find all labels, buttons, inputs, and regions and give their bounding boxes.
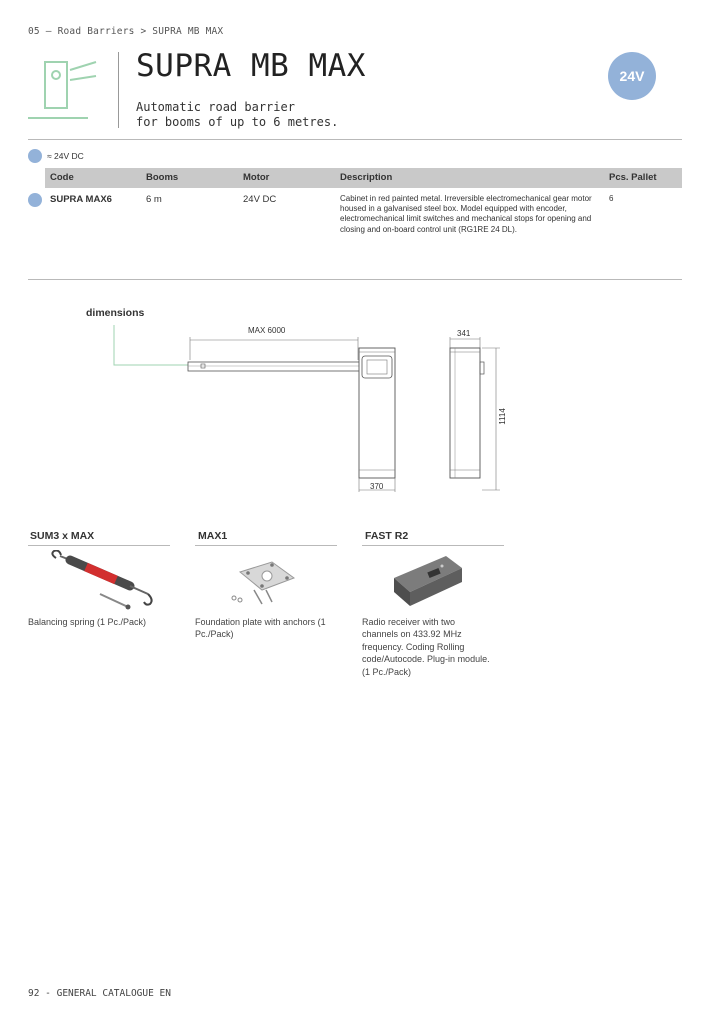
column-header-pcs-pallet: Pcs. Pallet [609,172,657,183]
header-divider [118,52,119,128]
depth-label: 341 [457,329,471,338]
dimensions-drawing [110,320,510,500]
table-header [45,168,682,188]
accessory-title-fast-r2: FAST R2 [365,530,409,542]
row-dot-icon [28,193,42,207]
accessory-title-max1: MAX1 [198,530,228,542]
boom-length-label: MAX 6000 [248,326,286,335]
height-label: 1114 [497,408,507,425]
radio-receiver-image [376,550,506,612]
cell-motor: 24V DC [243,194,277,205]
balancing-spring-image [40,550,170,612]
cell-booms: 6 m [146,194,162,205]
accessory-description-sum3: Balancing spring (1 Pc./Pack) [28,617,147,627]
cell-code: SUPRA MAX6 [50,194,112,205]
accessory-title-sum3: SUM3 x MAX [30,530,95,542]
accessory-description-max1: Foundation plate with anchors (1 Pc./Pack) [195,617,326,640]
cell-pcs-pallet: 6 [609,194,614,203]
voltage-badge: 24V [608,52,656,100]
column-header-description: Description [340,172,393,183]
subtitle-line-2: for booms of up to 6 metres. [136,115,339,129]
width-label: 370 [370,482,384,491]
legend-dot-icon [28,149,42,163]
section-divider [28,279,682,280]
dimensions-heading: dimensions [86,307,145,319]
legend-label: ≈ 24V DC [47,151,84,161]
column-header-motor: Motor [243,172,270,183]
page-footer: 92 - GENERAL CATALOGUE EN [28,988,171,999]
accessory-divider [362,545,504,546]
accessory-divider [28,545,170,546]
foundation-plate-image [210,550,340,612]
section-divider [28,139,682,140]
road-barrier-icon [28,56,100,122]
column-header-code: Code [50,172,74,183]
column-header-booms: Booms [146,172,179,183]
page-title: SUPRA MB MAX [136,48,366,84]
subtitle-line-1: Automatic road barrier [136,100,295,114]
accessory-description-fast-r2: Radio receiver with two channels on 433.92 MHz frequency. Coding Rolling code/Autocode. Plug-in module. (1 Pc./Pack) [362,617,490,677]
breadcrumb: 05 — Road Barriers > SUPRA MB MAX [28,26,224,37]
accessory-divider [195,545,337,546]
cell-description: Cabinet in red painted metal. Irreversible electromechanical gear motor housed in a galvanised steel box. Model equipped with encoder, electromechanical limit switches and mechanical stops for opening and closing and on-board control unit (RG1RE 24 DL). [340,194,592,234]
